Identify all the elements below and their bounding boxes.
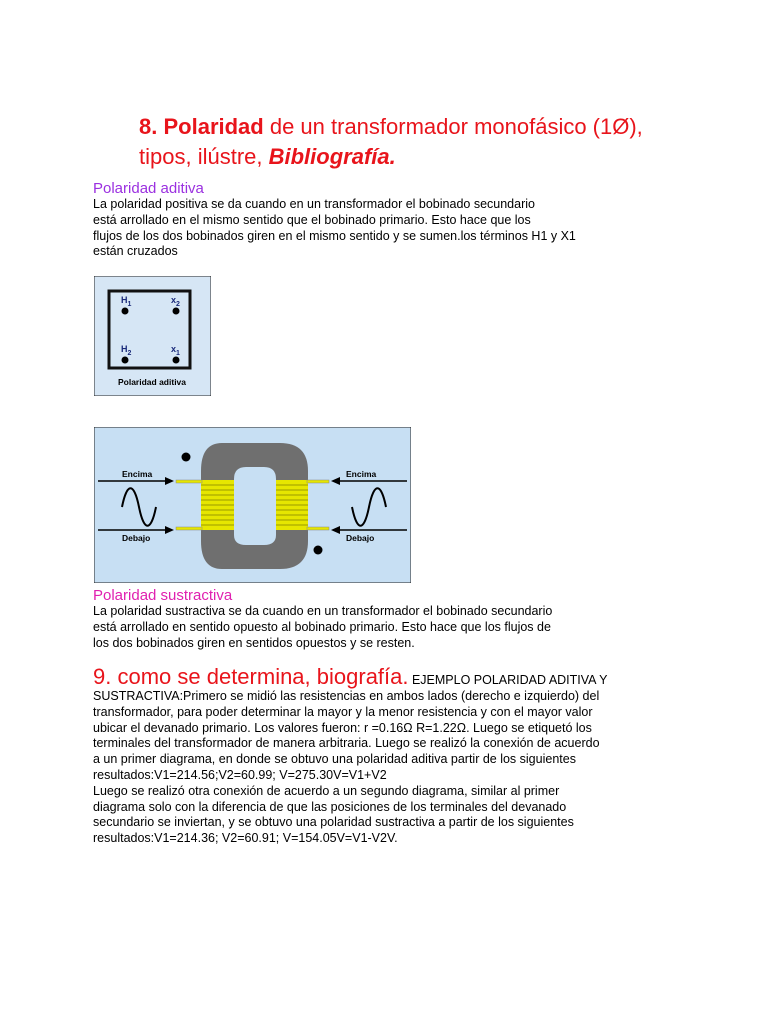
terminal-h2-dot: [122, 357, 129, 364]
secondary-polarity-dot: [314, 546, 323, 555]
terminal-x1-label: $x_1$: [171, 344, 180, 357]
section-8-number: 8.: [139, 114, 158, 139]
secondary-lead-top: [307, 480, 329, 483]
section-8-bold: Polaridad: [163, 114, 264, 139]
section-9-line: transformador, para poder determinar la mayor y la menor resistencia y con el mayor valor: [93, 704, 593, 719]
section-9-line: resultados:V1=214.56;V2=60.99; V=275.30V=V1+V2: [93, 767, 387, 782]
section-9-line: SUSTRACTIVA:Primero se midió las resistencias en ambos lados (derecho e izquierdo) del: [93, 689, 600, 703]
primary-lead-bottom: [176, 527, 202, 530]
terminal-h1-dot: [122, 308, 129, 315]
section-8-line2: [139, 142, 699, 172]
sustractiva-line: está arrollado en sentido opuesto al bobinado primario. Esto hace que los flujos de: [93, 619, 551, 634]
label-debajo-left: Debajo: [122, 533, 151, 543]
section-9: [93, 665, 683, 847]
aditiva-line: están cruzados: [93, 244, 178, 259]
aditiva-line: flujos de los dos bobinados giren en el mismo sentido y se sumen.los términos H1 y X1: [93, 228, 576, 243]
transformer-core-diagram: [94, 427, 411, 583]
section-9-line: a un primer diagrama, en donde se obtuvo una polaridad aditiva partir de los siguientes: [93, 752, 576, 767]
section-9-heading: 9. como se determina, biografía.: [93, 664, 409, 689]
label-encima-left: Encima: [122, 469, 153, 479]
section-8-line2-text: tipos, ilústre,: [139, 144, 269, 169]
sustractiva-line: los dos bobinados giren en sentidos opuestos y se resten.: [93, 635, 415, 650]
diagram1-caption: Polaridad aditiva: [117, 377, 187, 387]
aditiva-title: Polaridad aditiva: [93, 180, 204, 197]
primary-lead-top: [176, 480, 202, 483]
section-9-inline-text: EJEMPLO POLARIDAD ADITIVA Y: [408, 673, 608, 687]
sustractiva-line: La polaridad sustractiva se da cuando en un transformador el bobinado secundario: [93, 604, 553, 618]
section-9-line: diagrama solo con la diferencia de que las posiciones de los terminales del devanado: [93, 799, 567, 814]
terminal-x1-dot: [173, 357, 180, 364]
section-8-bibliografia: Bibliografía.: [268, 144, 396, 169]
sustractiva-paragraph: [93, 604, 693, 651]
terminal-x2-dot: [173, 308, 180, 315]
section-9-line: terminales del transformador de manera arbitraria. Luego se realizó la conexión de acuerdo: [93, 736, 600, 751]
terminal-h2-label: $H_2$: [121, 344, 132, 357]
sustractiva-title: Polaridad sustractiva: [93, 587, 233, 604]
aditiva-line: está arrollado en el mismo sentido que el bobinado primario. Esto hace que los: [93, 212, 531, 227]
section-9-line: secundario se inviertan, y se obtuvo una polaridad sustractiva a partir de los siguientes: [93, 815, 574, 830]
aditiva-line: La polaridad positiva se da cuando en un transformador el bobinado secundario: [93, 197, 535, 211]
section-8-heading: [139, 112, 699, 172]
terminal-h1-label: $H_1$: [121, 295, 132, 308]
section-8-rest: de un transformador monofásico (1Ø),: [263, 114, 643, 139]
primary-polarity-dot: [182, 453, 191, 462]
terminal-x2-label: $x_2$: [171, 295, 180, 308]
aditiva-terminal-diagram: [94, 276, 211, 396]
section-9-line: resultados:V1=214.36; V2=60.91; V=154.05V=V1-V2V.: [93, 831, 398, 846]
section-9-line: ubicar el devanado primario. Los valores fueron: r =0.16Ω R=1.22Ω. Luego se etiquetó los: [93, 720, 592, 735]
label-encima-right: Encima: [346, 469, 377, 479]
aditiva-paragraph: [93, 197, 693, 260]
label-debajo-right: Debajo: [346, 533, 375, 543]
section-9-first-line: [93, 665, 683, 689]
secondary-lead-bottom: [307, 527, 329, 530]
section-9-line: Luego se realizó otra conexión de acuerdo a un segundo diagrama, similar al primer: [93, 783, 560, 798]
section-8-line1: [139, 112, 699, 142]
